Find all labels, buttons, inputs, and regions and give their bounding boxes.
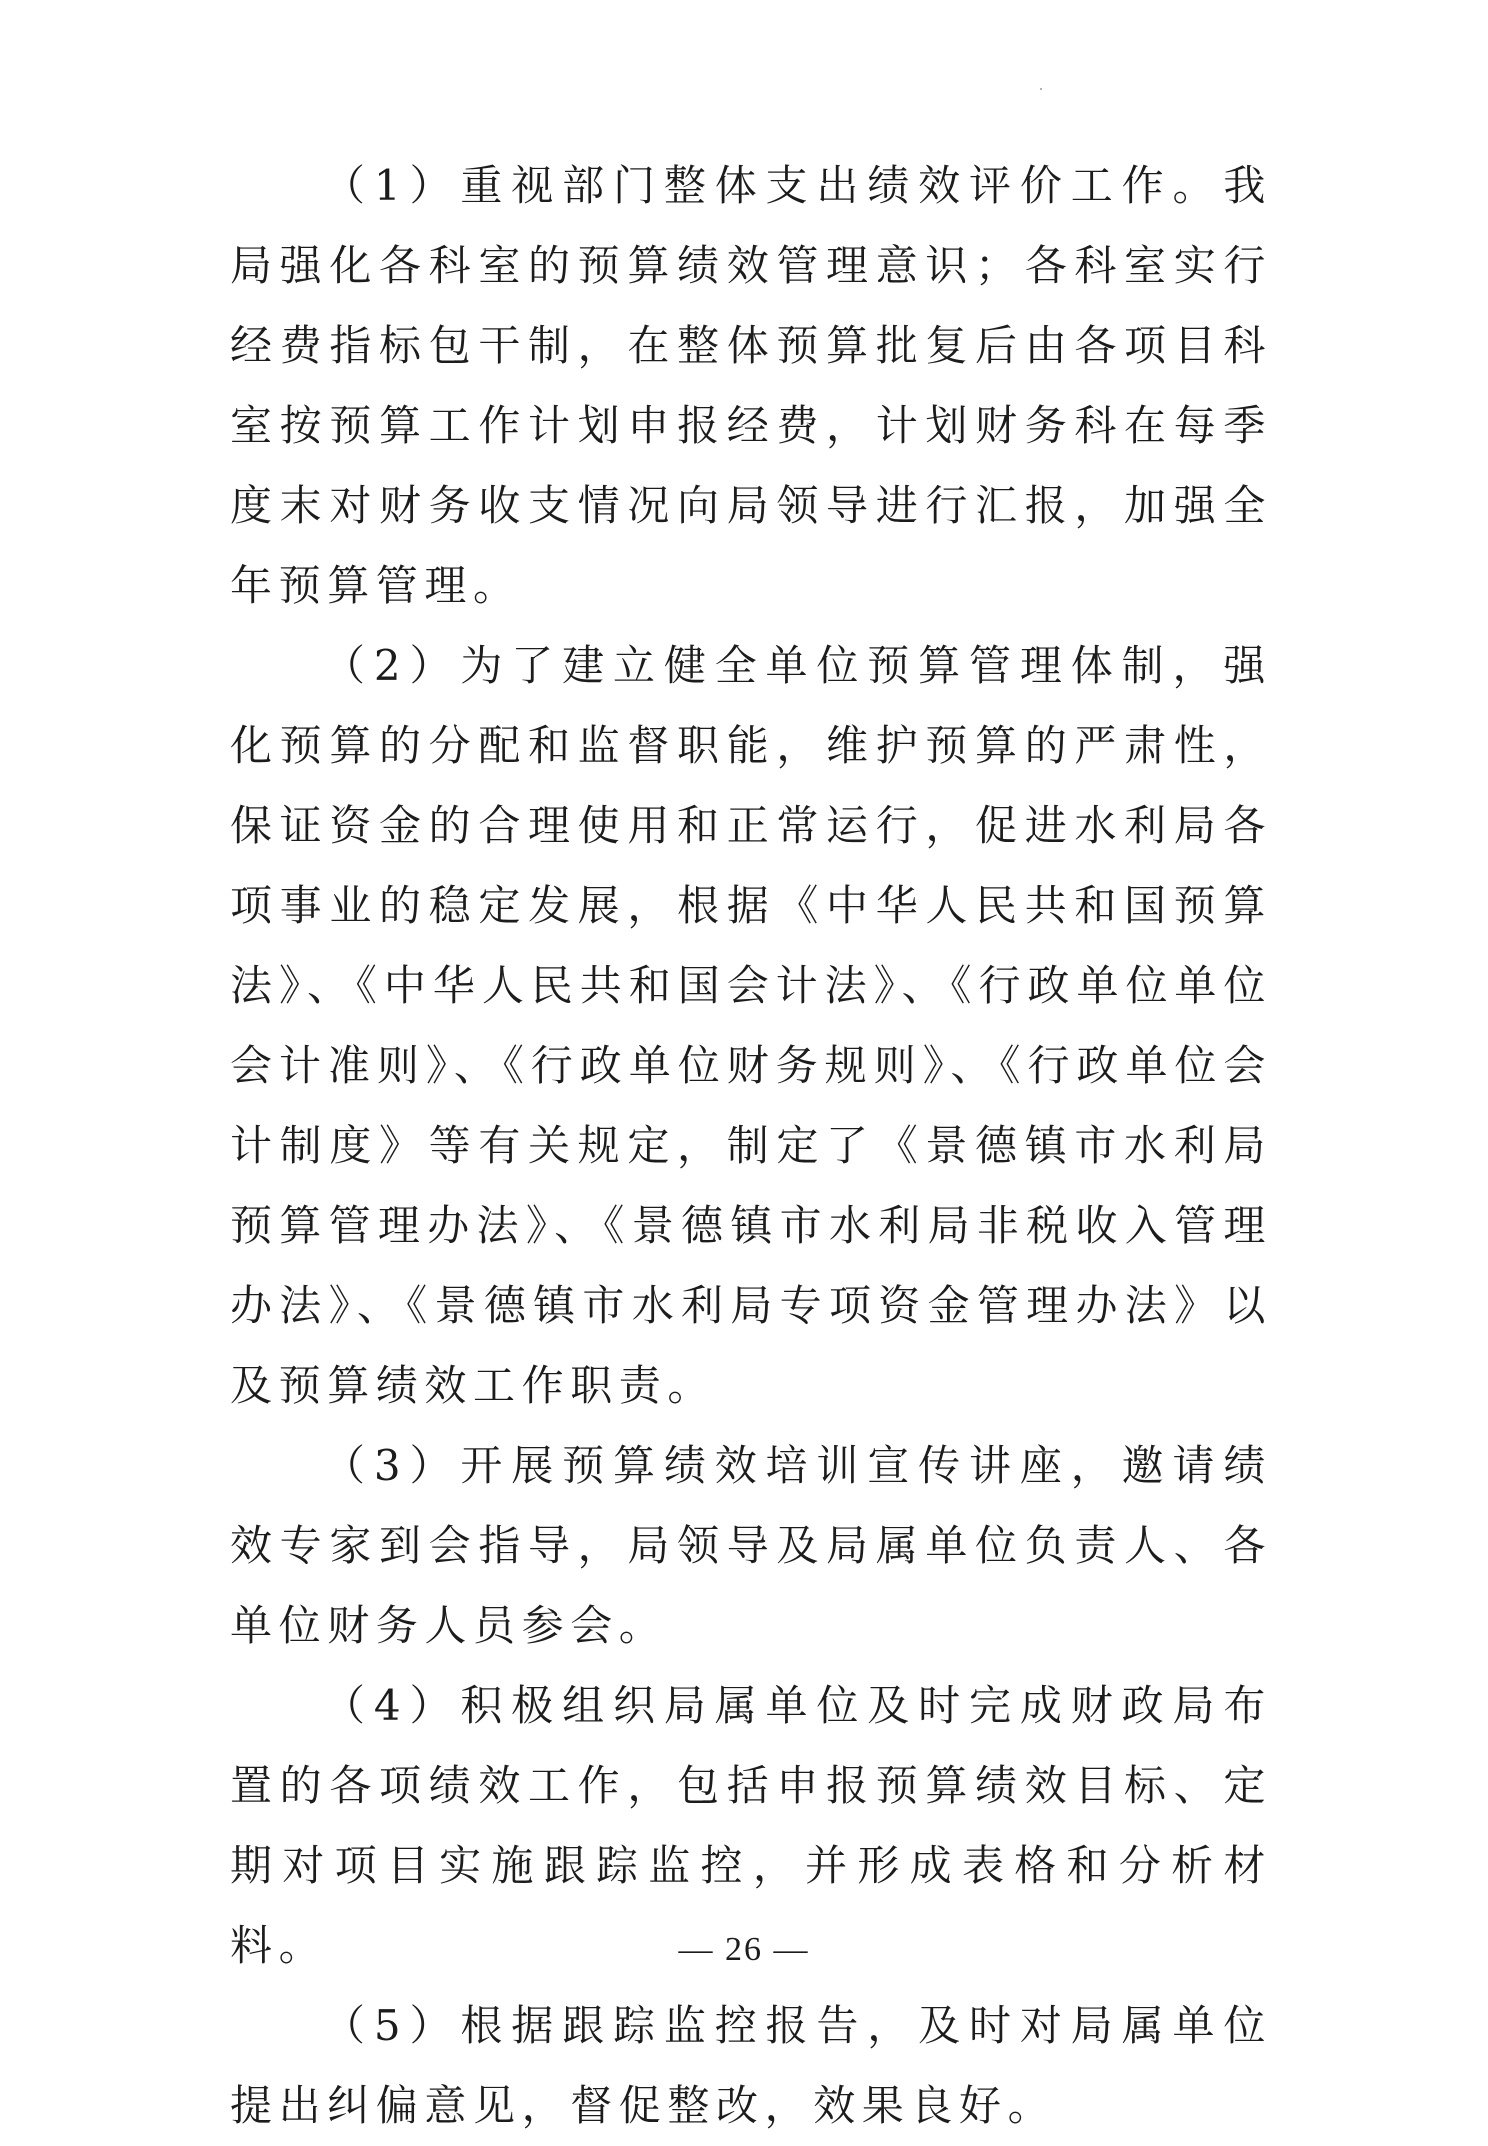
document-body xyxy=(230,146,1272,2146)
scan-speck xyxy=(1040,88,1042,90)
paragraph-4: （4）积极组织局属单位及时完成财政局布置的各项绩效工作，包括申报预算绩效目标、定期对项目实施跟踪监控，并形成表格和分析材料。 xyxy=(230,1681,1272,1970)
page-number: — 26 — xyxy=(678,1931,810,1968)
paragraph-5: （5）根据跟踪监控报告，及时对局属单位提出纠偏意见，督促整改，效果良好。 xyxy=(230,2001,1272,2130)
paragraph-1: （1）重视部门整体支出绩效评价工作。我局强化各科室的预算绩效管理意识；各科室实行经费指标包干制，在整体预算批复后由各项目科室按预算工作计划申报经费，计划财务科在每季度末对财务收支情况向局领导进行汇报，加强全年预算管理。 xyxy=(230,161,1272,610)
paragraph-2: （2）为了建立健全单位预算管理体制，强化预算的分配和监督职能，维护预算的严肃性，保证资金的合理使用和正常运行，促进水利局各项事业的稳定发展，根据《中华人民共和国预算法》、《中华人民共和国会计法》、《行政单位单位会计准则》、《行政单位财务规则》、《行政单位会计制度》等有关规定，制定了《景德镇市水利局预算管理办法》、《景德镇市水利局非税收入管理办法》、《景德镇市水利局专项资金管理办法》以及预算绩效工作职责。 xyxy=(230,641,1272,1410)
paragraph-3: （3）开展预算绩效培训宣传讲座，邀请绩效专家到会指导，局领导及局属单位负责人、各单位财务人员参会。 xyxy=(230,1441,1272,1650)
